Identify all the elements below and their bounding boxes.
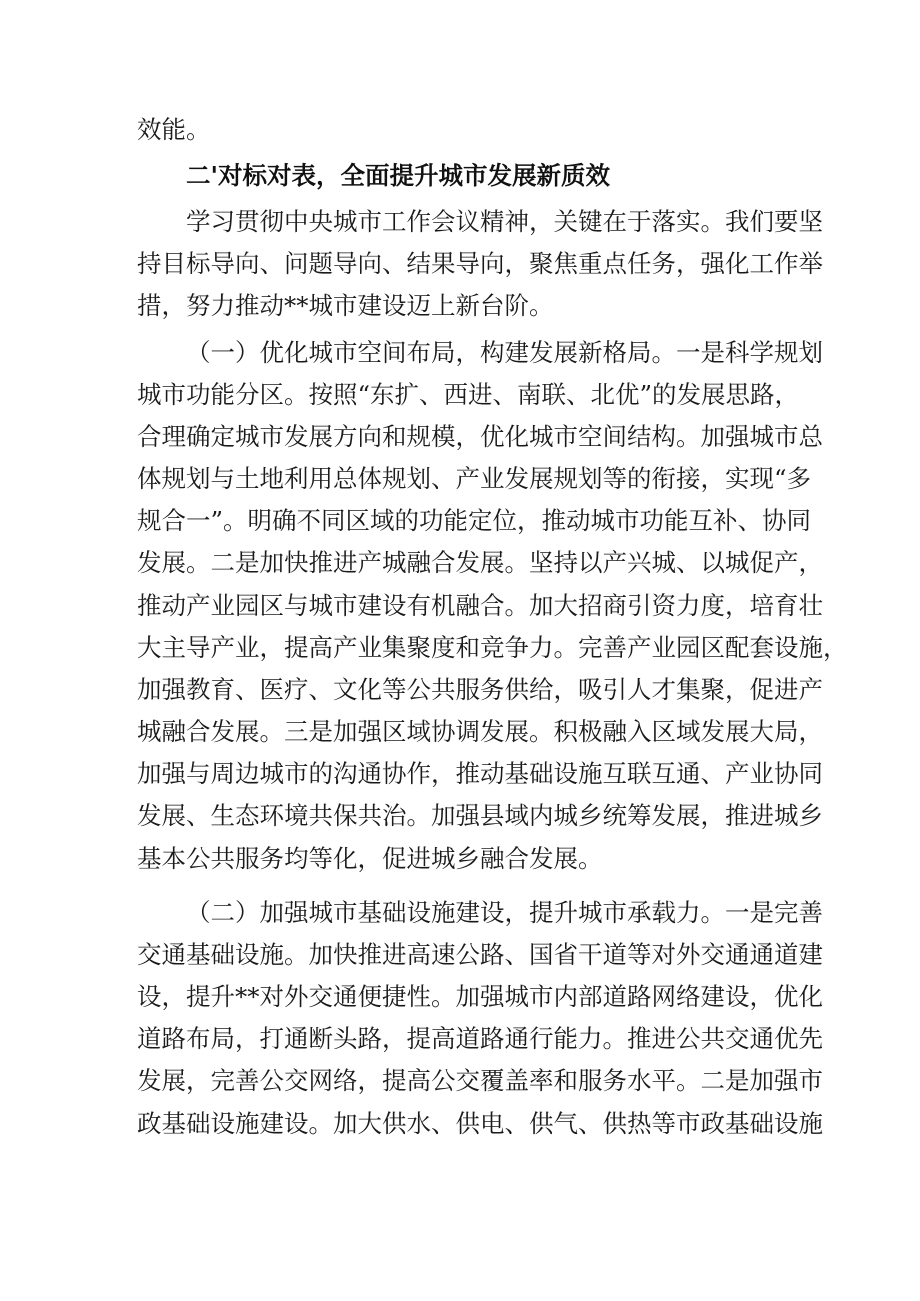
text-line: （一）优化城市空间布局，构建发展新格局。一是科学规划 [186, 338, 823, 367]
text-line: 体规划与土地利用总体规划、产业发展规划等的衔接，实现“多 [137, 464, 812, 493]
text-line: 效能。 [137, 115, 211, 144]
text-line: 发展。二是加快推进产城融合发展。坚持以产兴城、以城促产， [137, 548, 823, 577]
text-line: 学习贯彻中央城市工作会议精神，关键在于落实。我们要坚 [186, 207, 823, 236]
text-line: 政基础设施建设。加大供水、供电、供气、供热等市政基础设施 [137, 1109, 823, 1138]
text-line: 道路布局，打通断头路，提高道路通行能力。推进公共交通优先 [137, 1024, 823, 1053]
text-line: 城融合发展。三是加强区域协调发展。积极融入区域发展大局， [137, 717, 823, 746]
text-line: 加强与周边城市的沟通协作，推动基础设施互联互通、产业协同 [137, 759, 823, 788]
text-line: （二）加强城市基础设施建设，提升城市承载力。一是完善 [186, 898, 823, 927]
text-line: 合理确定城市发展方向和规模，优化城市空间结构。加强城市总 [137, 422, 823, 451]
text-line: 发展，完善公交网络，提高公交覆盖率和服务水平。二是加强市 [137, 1066, 823, 1095]
text-line: 城市功能分区。按照“东扩、西进、南联、北优”的发展思路， [137, 380, 800, 409]
text-line: 大主导产业，提高产业集聚度和竞争力。完善产业园区配套设施， [137, 633, 848, 662]
text-line: 加强教育、医疗、文化等公共服务供给，吸引人才集聚，促进产 [137, 675, 823, 704]
text-line: 推动产业园区与城市建设有机融合。加大招商引资力度，培育壮 [137, 591, 823, 620]
text-line: 交通基础设施。加快推进高速公路、国省干道等对外交通通道建 [137, 940, 823, 969]
text-line: 基本公共服务均等化，促进城乡融合发展。 [137, 844, 603, 873]
text-line: 措，努力推动**城市建设迈上新台阶。 [137, 291, 554, 320]
section-heading: 二'对标对表，全面提升城市发展新质效 [186, 161, 610, 190]
text-line: 发展、生态环境共保共治。加强县域内城乡统筹发展，推进城乡 [137, 801, 823, 830]
text-line: 设，提升**对外交通便捷性。加强城市内部道路网络建设，优化 [137, 982, 823, 1011]
text-line: 规合一”。明确不同区域的功能定位，推动城市功能互补、协同 [137, 506, 812, 535]
text-line: 持目标导向、问题导向、结果导向，聚焦重点任务，强化工作举 [137, 249, 823, 278]
